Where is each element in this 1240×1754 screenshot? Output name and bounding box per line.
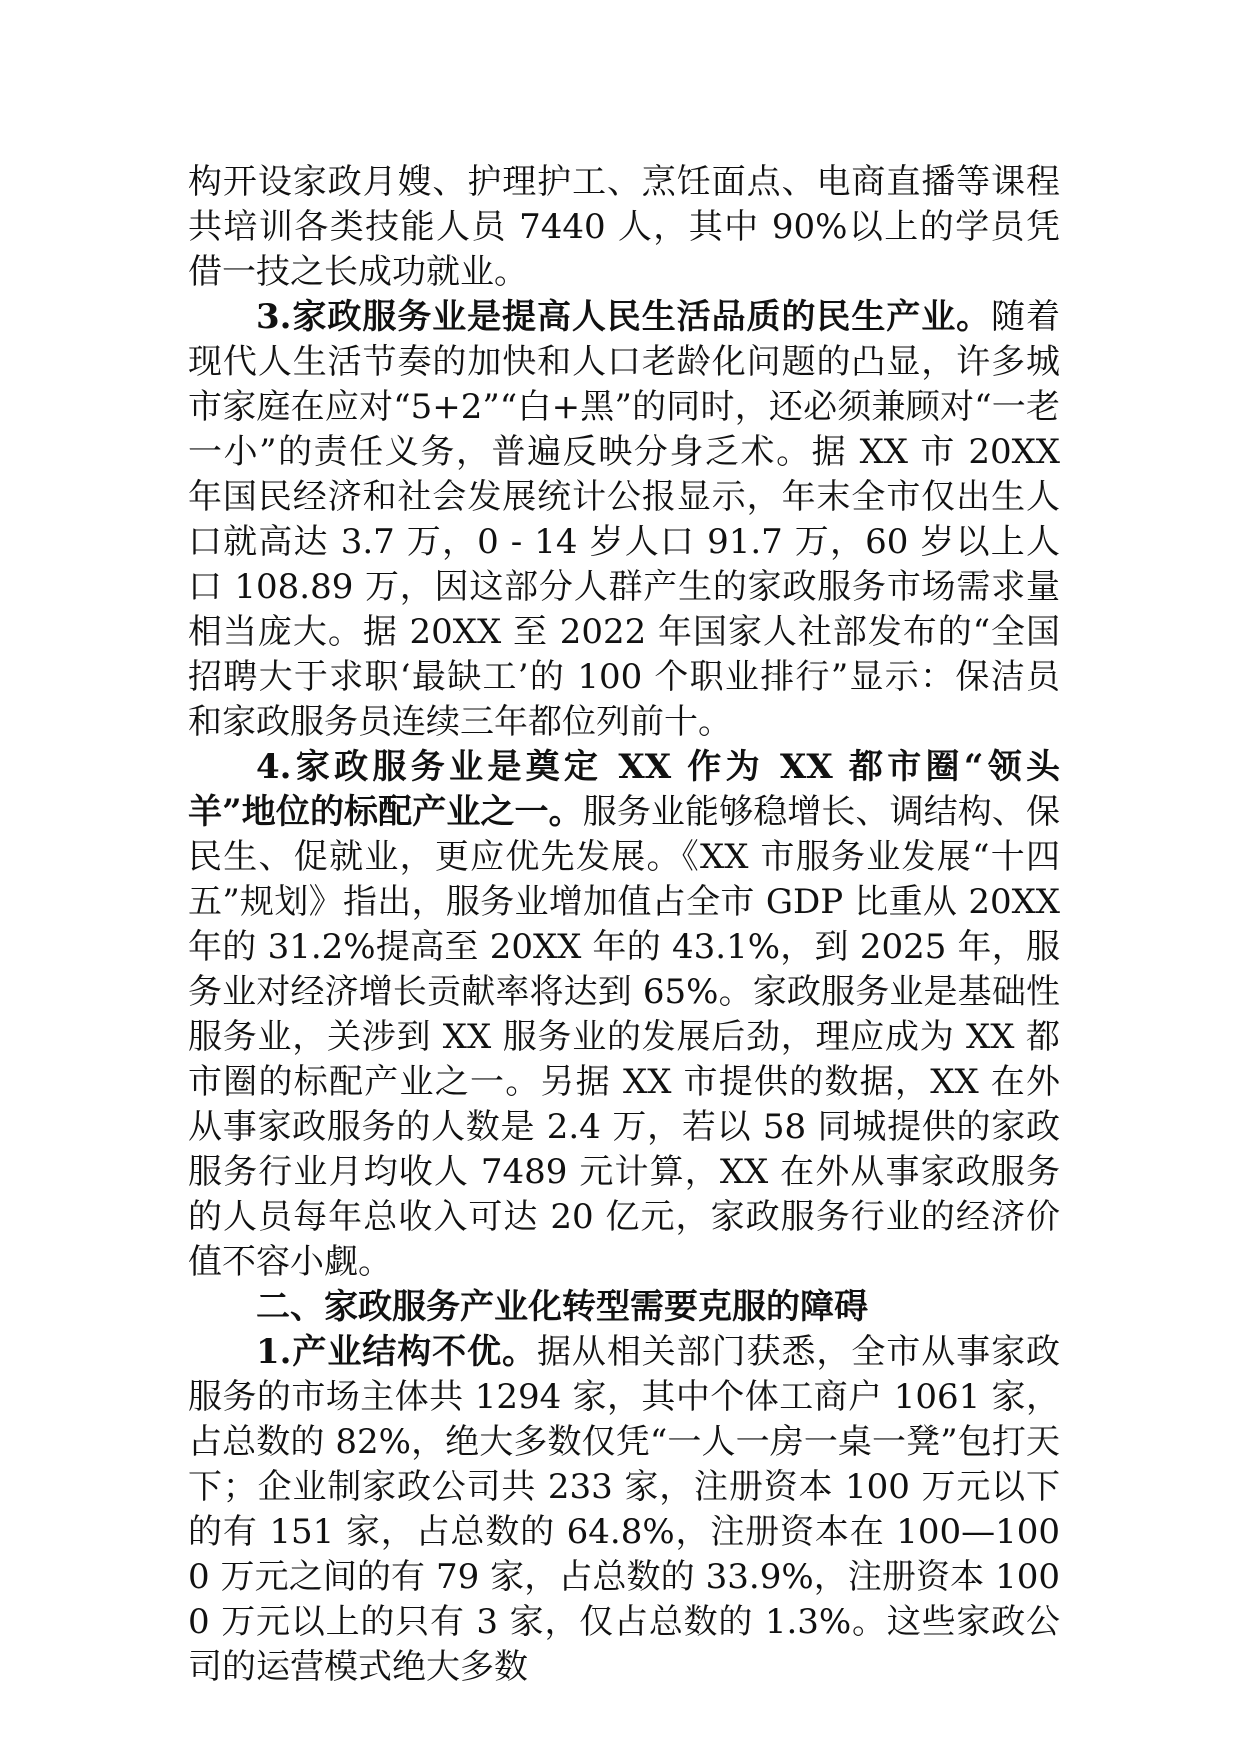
section-heading-obstacles <box>188 1285 1060 1330</box>
paragraph-text: 服务业能够稳增长、调结构、保民生、促就业，更应优先发展。《XX 市服务业发展“十四五”规划》指出，服务业增加值占全市 GDP 比重从 20XX 年的 31.2%提高至 20XX 年的 43.1%，到 2025 年，服务业对经济增长贡献率将达到 65%。家政服务业是基础性服务业，关涉到 XX 服务业的发展后劲，理应成为 XX 都市圈的标配产业之一。另据 XX 市提供的数据，XX 在外从事家政服务的人数是 2.4 万，若以 58 同城提供的家政服务行业月均收人 7489 元计算，XX 在外从事家政服务的人员每年总收入可达 20 亿元，家政服务行业的经济价值不容小觑。 <box>188 792 1061 1282</box>
document-page <box>188 160 1060 1690</box>
paragraph-obstacle-1 <box>188 1330 1060 1690</box>
paragraph-heading: 4.家政服务业是奠定 XX 作为 XX 都市圈“领头羊”地位的标配产业之一。 <box>188 747 1060 832</box>
paragraph-heading: 3.家政服务业是提高人民生活品质的民生产业。 <box>256 297 992 337</box>
paragraph-text: 据从相关部门获悉，全市从事家政服务的市场主体共 1294 家，其中个体工商户 1061 家，占总数的 82%，绝大多数仅凭“一人一房一桌一凳”包打天下；企业制家政公司共 233 家，注册资本 100 万元以下的有 151 家，占总数的 64.8%，注册资本在 100—1000 万元之间的有 79 家，占总数的 33.9%，注册资本 1000 万元以上的只有 3 家，仅占总数的 1.3%。这些家政公司的运营模式绝大多数 <box>188 1332 1060 1687</box>
paragraph-point-4 <box>188 745 1060 1285</box>
section-heading-text: 二、家政服务产业化转型需要克服的障碍 <box>256 1287 868 1327</box>
paragraph-text: 随着现代人生活节奏的加快和人口老龄化问题的凸显，许多城市家庭在应对“5+2”“白+黑”的同时，还必须兼顾对“一老一小”的责任义务，普遍反映分身乏术。据 XX 市 20XX 年国民经济和社会发展统计公报显示，年末全市仅出生人口就高达 3.7 万，0 - 14 岁人口 91.7 万，60 岁以上人口 108.89 万，因这部分人群产生的家政服务市场需求量相当庞大。据 20XX 至 2022 年国家人社部发布的“全国招聘大于求职‘最缺工’的 100 个职业排行”显示：保洁员和家政服务员连续三年都位列前十。 <box>188 297 1060 742</box>
paragraph-heading: 1.产业结构不优。 <box>256 1332 537 1372</box>
paragraph-training-continuation <box>188 160 1060 295</box>
paragraph-point-3 <box>188 295 1060 745</box>
paragraph-text: 构开设家政月嫂、护理护工、烹饪面点、电商直播等课程共培训各类技能人员 7440 人，其中 90%以上的学员凭借一技之长成功就业。 <box>188 162 1060 292</box>
